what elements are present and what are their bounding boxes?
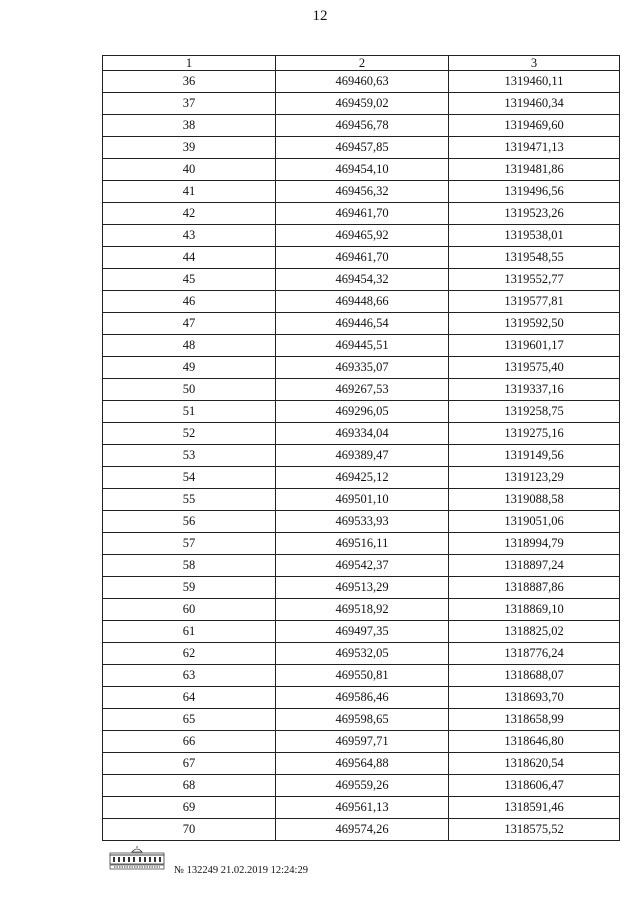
table-cell-col-2: 469586,46 bbox=[276, 687, 449, 709]
table-cell-col-3: 1318575,52 bbox=[449, 819, 620, 841]
table-cell-col-3: 1319460,34 bbox=[449, 93, 620, 115]
table-row bbox=[103, 357, 620, 379]
table-row bbox=[103, 335, 620, 357]
table-cell-col-1: 47 bbox=[103, 313, 276, 335]
table-cell-col-2: 469516,11 bbox=[276, 533, 449, 555]
table-cell-col-3: 1319149,56 bbox=[449, 445, 620, 467]
table-cell-col-2: 469267,53 bbox=[276, 379, 449, 401]
table-row bbox=[103, 599, 620, 621]
table-cell-col-1: 60 bbox=[103, 599, 276, 621]
table-cell-col-2: 469497,35 bbox=[276, 621, 449, 643]
table-cell-col-2: 469448,66 bbox=[276, 291, 449, 313]
table-cell-col-3: 1318887,86 bbox=[449, 577, 620, 599]
table-row bbox=[103, 511, 620, 533]
table-cell-col-2: 469460,63 bbox=[276, 71, 449, 93]
table-row bbox=[103, 379, 620, 401]
table-cell-col-2: 469459,02 bbox=[276, 93, 449, 115]
table-cell-col-3: 1319538,01 bbox=[449, 225, 620, 247]
table-cell-col-3: 1319258,75 bbox=[449, 401, 620, 423]
table-cell-col-3: 1319123,29 bbox=[449, 467, 620, 489]
header-col-3: 3 bbox=[449, 56, 620, 71]
table-cell-col-2: 469457,85 bbox=[276, 137, 449, 159]
table-cell-col-1: 69 bbox=[103, 797, 276, 819]
table-cell-col-3: 1318897,24 bbox=[449, 555, 620, 577]
page-number: 12 bbox=[312, 8, 328, 24]
table-row bbox=[103, 137, 620, 159]
table-cell-col-3: 1319088,58 bbox=[449, 489, 620, 511]
table-cell-col-3: 1319275,16 bbox=[449, 423, 620, 445]
table-cell-col-1: 64 bbox=[103, 687, 276, 709]
table-cell-col-2: 469461,70 bbox=[276, 203, 449, 225]
header-col-2: 2 bbox=[276, 56, 449, 71]
coordinates-table bbox=[102, 55, 620, 841]
table-row bbox=[103, 159, 620, 181]
table-row bbox=[103, 93, 620, 115]
table-row bbox=[103, 269, 620, 291]
table-cell-col-2: 469389,47 bbox=[276, 445, 449, 467]
table-row bbox=[103, 467, 620, 489]
table-cell-col-3: 1318693,70 bbox=[449, 687, 620, 709]
document-footer bbox=[108, 838, 408, 888]
table-row bbox=[103, 203, 620, 225]
table-cell-col-3: 1319577,81 bbox=[449, 291, 620, 313]
table-cell-col-2: 469542,37 bbox=[276, 555, 449, 577]
table-row bbox=[103, 555, 620, 577]
table-cell-col-1: 49 bbox=[103, 357, 276, 379]
table-cell-col-3: 1319496,56 bbox=[449, 181, 620, 203]
table-cell-col-2: 469501,10 bbox=[276, 489, 449, 511]
table-cell-col-2: 469334,04 bbox=[276, 423, 449, 445]
table-cell-col-2: 469513,29 bbox=[276, 577, 449, 599]
table-cell-col-3: 1318869,10 bbox=[449, 599, 620, 621]
table-header-row bbox=[103, 56, 620, 71]
table-cell-col-2: 469461,70 bbox=[276, 247, 449, 269]
table-row bbox=[103, 489, 620, 511]
table-row bbox=[103, 687, 620, 709]
table-cell-col-1: 42 bbox=[103, 203, 276, 225]
table-cell-col-1: 58 bbox=[103, 555, 276, 577]
table-cell-col-1: 53 bbox=[103, 445, 276, 467]
table-row bbox=[103, 731, 620, 753]
table-row bbox=[103, 621, 620, 643]
table-cell-col-3: 1319601,17 bbox=[449, 335, 620, 357]
table-cell-col-1: 41 bbox=[103, 181, 276, 203]
table-cell-col-3: 1319469,60 bbox=[449, 115, 620, 137]
table-cell-col-2: 469446,54 bbox=[276, 313, 449, 335]
table-cell-col-1: 56 bbox=[103, 511, 276, 533]
table-cell-col-2: 469574,26 bbox=[276, 819, 449, 841]
table-cell-col-3: 1318606,47 bbox=[449, 775, 620, 797]
table-cell-col-2: 469335,07 bbox=[276, 357, 449, 379]
table-cell-col-1: 37 bbox=[103, 93, 276, 115]
table-cell-col-3: 1319548,55 bbox=[449, 247, 620, 269]
table-cell-col-2: 469550,81 bbox=[276, 665, 449, 687]
table-cell-col-1: 48 bbox=[103, 335, 276, 357]
table-body bbox=[103, 71, 620, 841]
table-cell-col-1: 67 bbox=[103, 753, 276, 775]
table-cell-col-1: 54 bbox=[103, 467, 276, 489]
table-row bbox=[103, 797, 620, 819]
table-cell-col-3: 1319552,77 bbox=[449, 269, 620, 291]
table-row bbox=[103, 225, 620, 247]
table-cell-col-1: 44 bbox=[103, 247, 276, 269]
document-id-timestamp: № 132249 21.02.2019 12:24:29 bbox=[174, 865, 308, 876]
table-cell-col-2: 469598,65 bbox=[276, 709, 449, 731]
table-cell-col-1: 55 bbox=[103, 489, 276, 511]
table-cell-col-3: 1319523,26 bbox=[449, 203, 620, 225]
table-row bbox=[103, 533, 620, 555]
table-cell-col-1: 66 bbox=[103, 731, 276, 753]
table-cell-col-1: 62 bbox=[103, 643, 276, 665]
table-cell-col-3: 1319481,86 bbox=[449, 159, 620, 181]
table-cell-col-1: 65 bbox=[103, 709, 276, 731]
table-cell-col-3: 1318994,79 bbox=[449, 533, 620, 555]
table-cell-col-2: 469454,32 bbox=[276, 269, 449, 291]
table-row bbox=[103, 423, 620, 445]
table-cell-col-3: 1318776,24 bbox=[449, 643, 620, 665]
table-cell-col-2: 469454,10 bbox=[276, 159, 449, 181]
table-row bbox=[103, 775, 620, 797]
table-cell-col-1: 52 bbox=[103, 423, 276, 445]
table-cell-col-2: 469564,88 bbox=[276, 753, 449, 775]
table-cell-col-1: 39 bbox=[103, 137, 276, 159]
table-cell-col-2: 469445,51 bbox=[276, 335, 449, 357]
table-cell-col-1: 46 bbox=[103, 291, 276, 313]
table-cell-col-3: 1318646,80 bbox=[449, 731, 620, 753]
table-cell-col-3: 1318658,99 bbox=[449, 709, 620, 731]
table-cell-col-3: 1318620,54 bbox=[449, 753, 620, 775]
table-row bbox=[103, 401, 620, 423]
table-row bbox=[103, 643, 620, 665]
table-cell-col-1: 70 bbox=[103, 819, 276, 841]
table-cell-col-2: 469425,12 bbox=[276, 467, 449, 489]
table-row bbox=[103, 115, 620, 137]
table-cell-col-2: 469456,78 bbox=[276, 115, 449, 137]
table-cell-col-1: 43 bbox=[103, 225, 276, 247]
table-cell-col-3: 1318825,02 bbox=[449, 621, 620, 643]
table-cell-col-2: 469518,92 bbox=[276, 599, 449, 621]
table-row bbox=[103, 753, 620, 775]
header-col-1: 1 bbox=[103, 56, 276, 71]
table-cell-col-3: 1318688,07 bbox=[449, 665, 620, 687]
table-row bbox=[103, 247, 620, 269]
table-row bbox=[103, 71, 620, 93]
parliament-building-stamp-icon bbox=[108, 846, 166, 870]
table-cell-col-2: 469532,05 bbox=[276, 643, 449, 665]
table-cell-col-3: 1318591,46 bbox=[449, 797, 620, 819]
table-cell-col-3: 1319592,50 bbox=[449, 313, 620, 335]
table-cell-col-3: 1319337,16 bbox=[449, 379, 620, 401]
table-cell-col-1: 68 bbox=[103, 775, 276, 797]
table-cell-col-3: 1319575,40 bbox=[449, 357, 620, 379]
table-row bbox=[103, 181, 620, 203]
table-cell-col-1: 38 bbox=[103, 115, 276, 137]
table-cell-col-1: 63 bbox=[103, 665, 276, 687]
table-row bbox=[103, 577, 620, 599]
table-cell-col-1: 51 bbox=[103, 401, 276, 423]
table-row bbox=[103, 709, 620, 731]
table-cell-col-3: 1319051,06 bbox=[449, 511, 620, 533]
table-cell-col-1: 45 bbox=[103, 269, 276, 291]
table-cell-col-2: 469465,92 bbox=[276, 225, 449, 247]
table-cell-col-2: 469561,13 bbox=[276, 797, 449, 819]
table-cell-col-3: 1319460,11 bbox=[449, 71, 620, 93]
table-cell-col-3: 1319471,13 bbox=[449, 137, 620, 159]
table-cell-col-2: 469597,71 bbox=[276, 731, 449, 753]
table-cell-col-1: 36 bbox=[103, 71, 276, 93]
table-cell-col-2: 469296,05 bbox=[276, 401, 449, 423]
table-cell-col-1: 61 bbox=[103, 621, 276, 643]
table-row bbox=[103, 445, 620, 467]
table-cell-col-1: 50 bbox=[103, 379, 276, 401]
table-cell-col-2: 469456,32 bbox=[276, 181, 449, 203]
table-row bbox=[103, 291, 620, 313]
table-row bbox=[103, 665, 620, 687]
table-cell-col-1: 57 bbox=[103, 533, 276, 555]
table-row bbox=[103, 313, 620, 335]
table-cell-col-1: 59 bbox=[103, 577, 276, 599]
table-cell-col-2: 469559,26 bbox=[276, 775, 449, 797]
table-cell-col-2: 469533,93 bbox=[276, 511, 449, 533]
table-cell-col-1: 40 bbox=[103, 159, 276, 181]
